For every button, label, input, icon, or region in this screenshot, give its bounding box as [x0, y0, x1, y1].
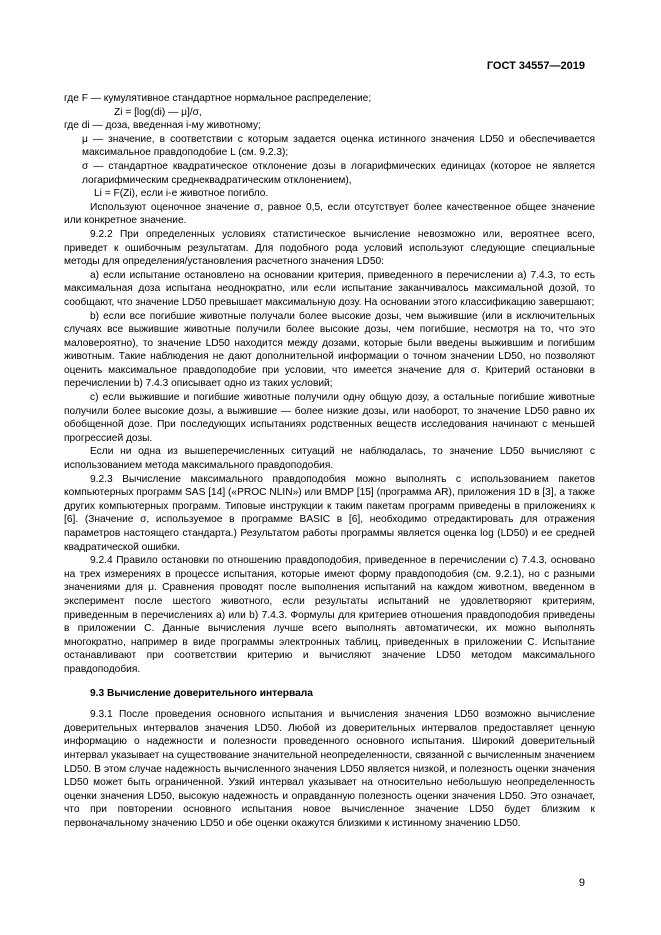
paragraph: 9.2.3 Вычисление максимального правдоподобия можно выполнять с использованием пакетов компьютерных программ SAS [14] («PROC NLIN») или BMDP [15] (программа AR), приложения 1D в [3], а также других компьютерных программ. Типовые инструкции к таким пакетам программ приведены в приложениях к [6]. (Значение σ, используемое в программе BASIC в [6], необходимо отредактировать для отражения параметров настоящего стандарта.) Результатом работы программы является оценка log (LD50) и ее средней квадратической ошибки. [64, 473, 595, 553]
text-line: где F — кумулятивное стандартное нормальное распределение; [64, 93, 372, 104]
paragraph: Используют оценочное значение σ, равное 0,5, если отсутствует более качественное общее значение или конкретное значение. [64, 201, 595, 227]
paragraph: b) если все погибшие животные получали более высокие дозы, чем выжившие (или в исключительных случаях все выжившие животные получили более высокие дозы, чем погибшие, несмотря на то, что это маловероятно), то значение LD50 находится между дозами, которые были введены выжившим и погибшим животным. Такие наблюдения не дают дополнительной информации о точном значении LD50, но позволяют оценить максимальное правдоподобие при условии, что имеется значение для σ. Критерий остановки в перечислении b) 7.4.3 описывает одно из таких условий; [64, 310, 595, 390]
paragraph: 9.2.4 Правило остановки по отношению правдоподобия, приведенное в перечислении с) 7.4.3, основано на трех измерениях в процессе испытания, которые имеют форму правдоподобия (см. 9.2.1), но с разными значениями для μ. Сравнения проводят после выполнения испытаний на каждом животном, введенном в эксперимент после шестого животного, если результаты испытаний не удовлетворяют критериям, приведенным в перечислениях а) или b) 7.4.3. Формулы для критериев отношения правдоподобия приведены в приложении С. Данные вычисления лучше всего выполнять автоматически, их можно выполнять многократно, например в виде программы электронных таблиц, приведенных в приложении С. Испытание останавливают при соответствии критерию и вычисляют значение LD50 методом максимального правдоподобия. [64, 555, 595, 675]
definition-sigma: σ — стандартное квадратическое отклонение дозы в логарифмических единицах (которое не является логарифмическим среднеквадратическим отклонением), [82, 160, 595, 186]
paragraph: 9.2.2 При определенных условиях статистическое вычисление невозможно или, вероятнее всего, приведет к ошибочным результатам. Для подобного рода условий используют следующие специальные методы для определения/установления расчетного значения LD50: [64, 228, 595, 268]
section-title: 9.3 Вычисление доверительного интервала [90, 687, 313, 699]
formula: Li = F(Zi), если i-е животное погибло. [94, 188, 269, 200]
document-id: ГОСТ 34557—2019 [486, 60, 585, 72]
paragraph: а) если испытание остановлено на основании критерия, приведенного в перечислении а) 7.4.3, то есть максимальная доза испытана неоднократно, или если испытание заканчивалось максимальной дозой, то сообщают, что значение LD50 превышает максимальную дозу. На основании этого классификацию завершают; [64, 269, 595, 308]
definition-mu: μ — значение, в соответствии с которым задается оценка истинного значения LD50 и обеспечивается максимальное правдоподобие L (см. 9.2.3); [82, 133, 595, 159]
paragraph: 9.3.1 После проведения основного испытания и вычисления значения LD50 возможно вычисление доверительных интервалов значения LD50. Любой из доверительных интервалов предоставляет ценную информацию о надежности и полезности проведенного основного испытания. Широкий доверительный интервал указывает на существование значительной неопределенности, связанной с вычисленным значением LD50. В этом случае надежность вычисленного значения LD50 является низкой, и полезность оценки значения LD50 может быть ограниченной. Узкий интервал указывает на относительно небольшую неопределенность оценки значения LD50, высокую надежность и оправданную полезность оценки значения LD50. Это означает, что при повторении основного испытания новое вычисленное значение LD50 будет близким к первоначальному значению LD50 и обе оценки окажутся близкими к истинному значению LD50. [64, 709, 595, 829]
formula: Zi = [log(di) — μ]/σ, [114, 106, 202, 118]
paragraph: Если ни одна из вышеперечисленных ситуаций не наблюдалась, то значение LD50 вычисляют с использованием метода максимального правдоподобия. [64, 446, 595, 472]
paragraph: с) если выжившие и погибшие животные получили одну общую дозу, а остальные погибшие животные получили более высокие дозы, а выжившие — более низкие дозы, или наоборот, то значение LD50 равно их обобщенной дозе. При последующих испытаниях родственных веществ исследования начинают с меньшей прогрессией дозы. [64, 392, 595, 444]
page-number: 9 [578, 877, 585, 889]
text-line: где di — доза, введенная i-му животному; [64, 120, 261, 132]
page-body [64, 92, 595, 830]
